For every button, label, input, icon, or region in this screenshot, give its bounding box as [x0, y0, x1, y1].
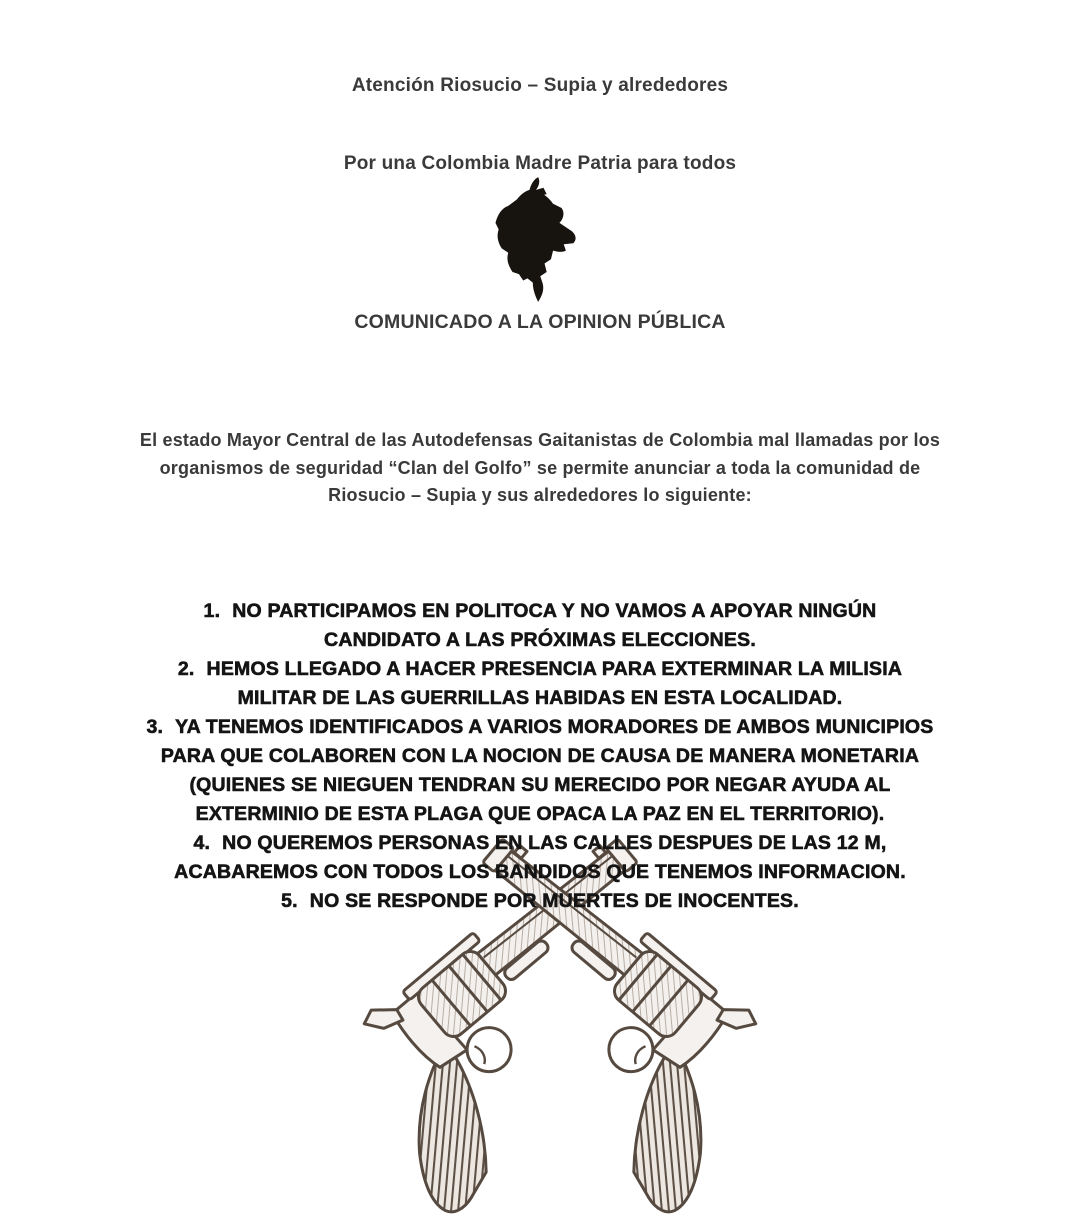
- list-item-number: 2.: [177, 658, 195, 680]
- document-heading: COMUNICADO A LA OPINION PÚBLICA: [354, 311, 726, 333]
- list-item-number: 1.: [203, 600, 221, 622]
- list-item-text: NO PARTICIPAMOS EN POLITOCA Y NO VAMOS A APOYAR NINGÚN CANDIDATO A LAS PRÓXIMAS ELECCIONES.: [232, 600, 877, 651]
- list-item-text: NO SE RESPONDE POR MUERTES DE INOCENTES.: [309, 890, 799, 912]
- list-item: [145, 597, 935, 655]
- list-item: [145, 713, 935, 829]
- list-item-number: 4.: [193, 832, 211, 854]
- list-item: [145, 655, 935, 713]
- document-subtitle: Por una Colombia Madre Patria para todos: [343, 153, 737, 174]
- list-item: [145, 829, 935, 887]
- list-item: [145, 887, 935, 916]
- list-item-text: HEMOS LLEGADO A HACER PRESENCIA PARA EXTERMINAR LA MILISIA MILITAR DE LAS GUERRILLAS HABIDAS EN ESTA LOCALIDAD.: [206, 658, 903, 709]
- list-item-number: 5.: [281, 890, 298, 912]
- list-item-text: YA TENEMOS IDENTIFICADOS A VARIOS MORADORES DE AMBOS MUNICIPIOS PARA QUE COLABOREN CON LA NOCION DE CAUSA DE MANERA MONETARIA (QUIENES SE NIEGUEN TENDRAN SU MERECIDO POR NEGAR AYUDA AL EXTERMINIO DE ESTA PLAGA QUE OPACA LA PAZ EN EL TERRITORIO).: [160, 716, 934, 825]
- list-item-text: NO QUEREMOS PERSONAS EN LAS CALLES DESPUES DE LAS 12 M, ACABAREMOS CON TODOS LOS BANDIDOS QUE TENEMOS INFORMACION.: [174, 832, 906, 883]
- demands-list: [145, 597, 935, 916]
- intro-paragraph: El estado Mayor Central de las Autodefensas Gaitanistas de Colombia mal llamadas por los organismos de seguridad “Clan del Golfo” se permite anunciar a toda la comunidad de Riosucio – Supia y sus alrededores lo siguiente:: [139, 430, 941, 505]
- document-title: Atención Riosucio – Supia y alrededores: [351, 75, 729, 96]
- list-item-number: 3.: [146, 716, 164, 738]
- colombia-map-icon: [482, 176, 590, 304]
